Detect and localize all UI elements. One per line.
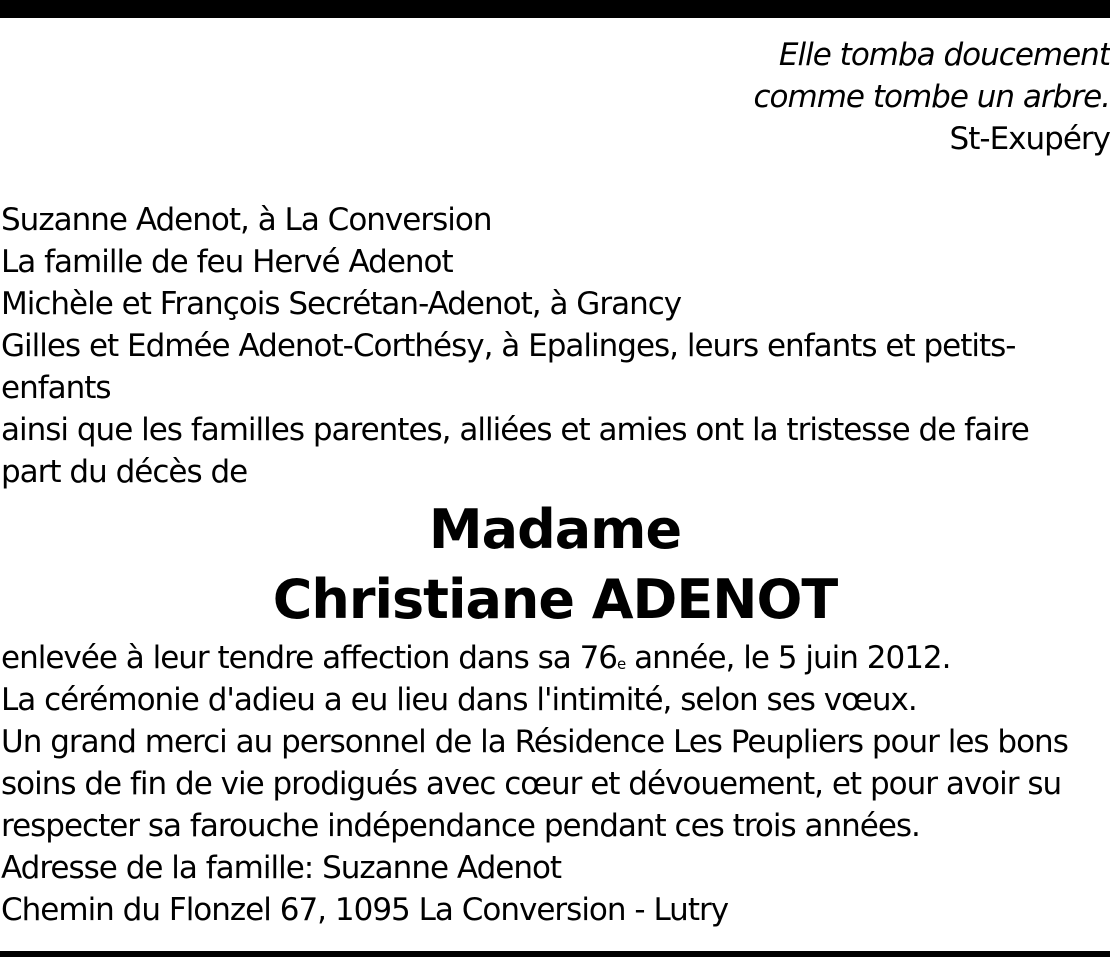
announcer-line: ainsi que les familles parentes, alliées et amies ont la tristesse de faire [1,412,1029,448]
announcers-block [1,199,1110,493]
announcer-line: enfants [1,370,111,406]
top-rule [0,0,1110,18]
epigraph [410,34,1110,160]
family-address: Chemin du Flonzel 67, 1095 La Conversion - Lutry [1,892,729,928]
announcer-line: Michèle et François Secrétan-Adenot, à Grancy [1,286,682,322]
epigraph-line: Elle tomba doucement [778,37,1110,73]
death-line-date: année, le 5 juin 2012. [625,640,951,676]
deceased-name: Christiane ADENOT [272,568,838,631]
announcer-line: La famille de feu Hervé Adenot [1,244,453,280]
deceased-title: Madame [428,498,682,561]
detail-line: Un grand merci au personnel de la Résidence Les Peupliers pour les bons [1,724,1068,760]
epigraph-line: comme tombe un arbre. [753,79,1110,115]
death-line-text: enlevée à leur tendre affection dans sa 76 [1,640,618,676]
detail-line: soins de fin de vie prodigués avec cœur et dévouement, et pour avoir su [1,766,1062,802]
detail-line: La cérémonie d'adieu a eu lieu dans l'intimité, selon ses vœux. [1,682,917,718]
detail-line: respecter sa farouche indépendance pendant ces trois années. [1,808,920,844]
ordinal-suffix: e [617,655,626,673]
death-line [1,637,1110,679]
epigraph-author: St-Exupéry [949,121,1110,157]
bottom-rule [0,951,1110,957]
announcer-line: part du décès de [1,454,248,490]
details-block [1,637,1110,931]
announcer-line: Gilles et Edmée Adenot-Corthésy, à Epalinges, leurs enfants et petits- [1,328,1016,364]
announcer-line: Suzanne Adenot, à La Conversion [1,202,492,238]
deceased-name-block [0,495,1110,635]
family-address-label: Adresse de la famille: Suzanne Adenot [1,850,562,886]
